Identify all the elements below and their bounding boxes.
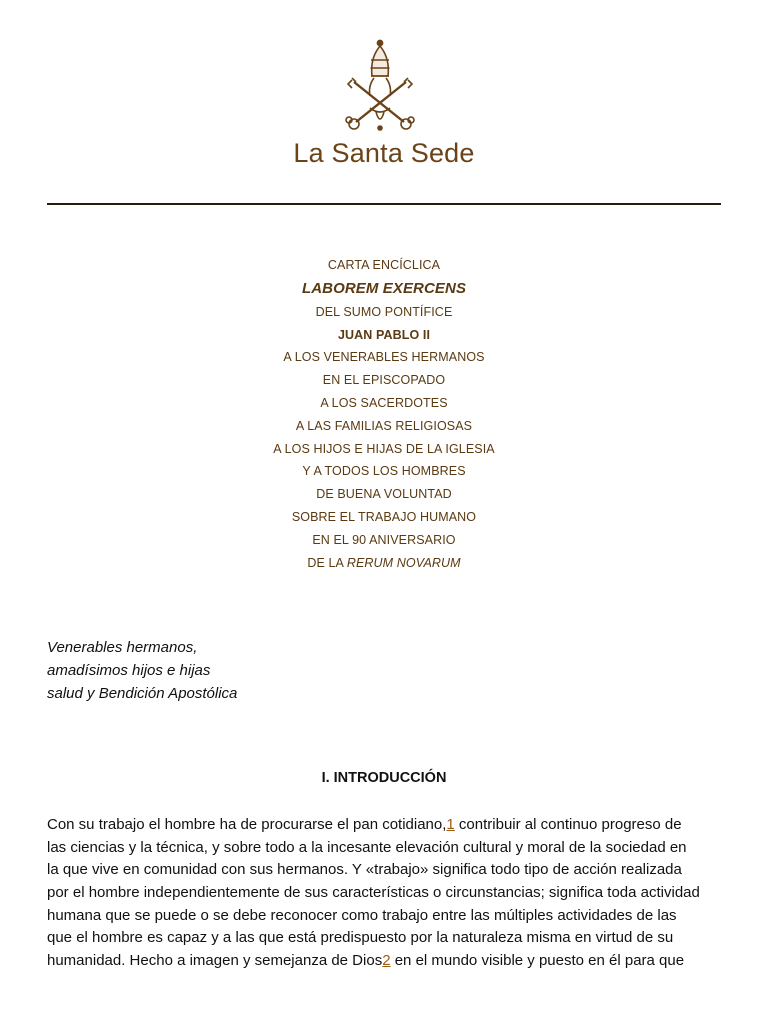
salutation-line: amadísimos hijos e hijas xyxy=(47,662,211,679)
section-title: I. INTRODUCCIÓN xyxy=(321,770,447,786)
heading-line: A LOS SACERDOTES xyxy=(320,395,448,410)
heading-line: DEL SUMO PONTÍFICE xyxy=(315,304,453,319)
heading-line: CARTA ENCÍCLICA xyxy=(327,258,441,272)
encyclical-title: LABOREM EXERCENS xyxy=(301,279,467,297)
heading-line: EN EL EPISCOPADO xyxy=(322,373,446,388)
heading-line-prefix: DE LA xyxy=(307,555,347,570)
papal-coat-of-arms-icon xyxy=(340,38,420,134)
site-title[interactable]: La Santa Sede xyxy=(293,138,475,168)
paragraph-line: la que vive en comunidad con sus hermanos. Y «trabajo» significa todo tipo de acción realizada xyxy=(47,861,682,879)
paragraph-line: las ciencias y la técnica, y sobre todo a la incesante elevación cultural y moral de la sociedad en xyxy=(47,838,687,856)
salutation xyxy=(47,636,237,705)
paragraph-line xyxy=(47,950,727,973)
heading-line: SOBRE EL TRABAJO HUMANO xyxy=(291,509,477,524)
encyclical-heading xyxy=(0,254,768,574)
heading-line: A LAS FAMILIAS RELIGIOSAS xyxy=(295,418,473,433)
introduction-paragraph xyxy=(47,814,727,973)
heading-line: DE BUENA VOLUNTAD xyxy=(316,487,452,502)
heading-line: EN EL 90 ANIVERSARIO xyxy=(312,532,456,547)
paragraph-text: en el mundo visible y puesto en él para que xyxy=(390,952,685,970)
paragraph-line: humana que se puede o se debe reconocer como trabajo entre las múltiples actividades de las xyxy=(47,906,677,924)
heading-line: A LOS HIJOS E HIJAS DE LA IGLESIA xyxy=(273,441,495,456)
heading-line: A LOS VENERABLES HERMANOS xyxy=(283,350,485,365)
paragraph-text: contribuir al continuo progreso de xyxy=(454,816,682,833)
paragraph-line: por el hombre independientemente de sus características o circunstancias; significa toda actividad xyxy=(47,884,700,902)
footnote-link-2[interactable]: 2 xyxy=(382,952,391,970)
salutation-line: Venerables hermanos, xyxy=(47,639,198,656)
salutation-line: salud y Bendición Apostólica xyxy=(47,685,238,702)
rerum-novarum-title: RERUM NOVARUM xyxy=(346,555,461,570)
footnote-link-1[interactable]: 1 xyxy=(446,816,455,833)
paragraph-line: que el hombre es capaz y a las que está predispuesto por la naturaleza misma en virtud de su xyxy=(47,929,674,947)
heading-line xyxy=(0,552,768,575)
heading-line: Y A TODOS LOS HOMBRES xyxy=(302,464,466,479)
paragraph-line xyxy=(47,814,727,837)
paragraph-text: Con su trabajo el hombre ha de procurarse el pan cotidiano, xyxy=(47,816,447,833)
pope-name: JUAN PABLO II xyxy=(337,327,431,342)
header-divider xyxy=(47,203,721,205)
paragraph-text: humanidad. Hecho a imagen y semejanza de Dios xyxy=(47,952,383,970)
